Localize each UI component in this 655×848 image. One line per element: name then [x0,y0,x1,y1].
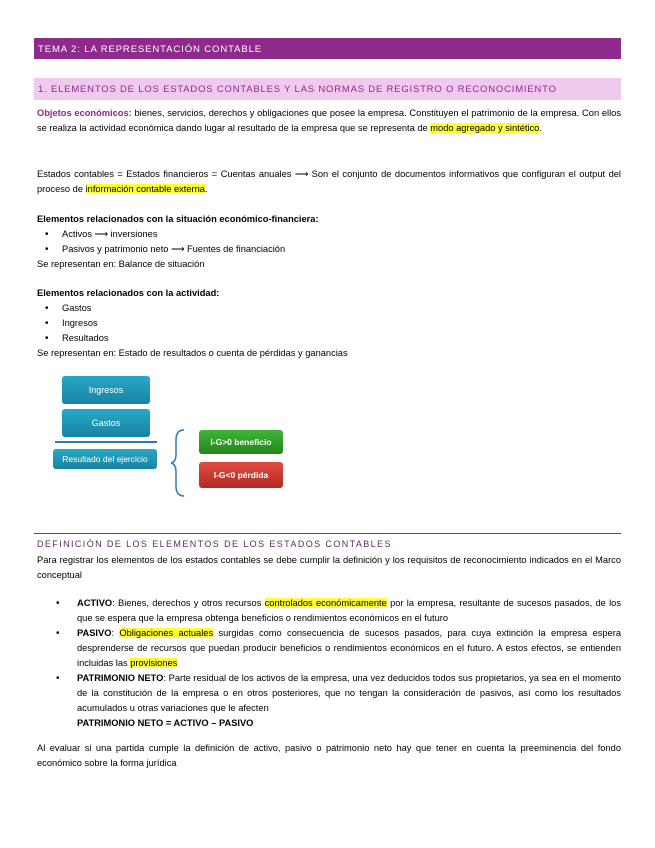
gastos-box: Gastos [62,409,150,437]
act-represent: Se representan en: Estado de resultados o cuenta de pérdidas y ganancias [37,348,348,358]
list-item-pn [37,671,621,731]
ingresos-box: Ingresos [62,376,150,404]
closing-paragraph: Al evaluar si una partida cumple la definición de activo, pasivo o patrimonio neto hay que tener en cuenta la preeminencia del fondo económico sobre la forma jurídica [37,743,621,768]
list-item: • Pasivos y patrimonio neto ⟶ Fuentes de financiación [37,242,621,257]
def-intro: Para registrar los elementos de los estados contables se debe cumplir la definición y los requisitos de reconocimiento indicados en el Marco conceptual [37,555,621,580]
fin-represent: Se representan en: Balance de situación [37,259,205,269]
section-divider [34,533,621,534]
result-diagram [55,372,295,497]
act-heading: Elementos relacionados con la actividad: [37,288,220,298]
section-title: 1. ELEMENTOS DE LOS ESTADOS CONTABLES Y LAS NORMAS DE REGISTRO O RECONOCIMIENTO [34,78,621,100]
highlight-info-externa: información contable externa [85,184,205,194]
brace-icon [170,428,186,498]
list-item: • Ingresos [37,316,621,331]
activo-t1: : Bienes, derechos y otros recursos [112,598,265,608]
list-item: • Gastos [37,301,621,316]
perdida-box: I-G<0 pérdida [199,462,283,488]
fin-section [37,212,621,272]
fin-list [37,227,621,257]
highlight-obligaciones: Obligaciones actuales [119,628,214,638]
list-item: • Resultados [37,331,621,346]
topic-title: TEMA 2: LA REPRESENTACIÓN CONTABLE [34,38,621,59]
p1-text: bienes, servicios, derechos y obligaciones que posee la empresa. Constituyen el patrimonio de la empresa. Con ellos se realiza la actividad económica dando lugar al resultado de la empresa que se representa de [37,108,621,133]
highlight-controlados: controlados económicamente [264,598,387,608]
list-item-activo [37,596,621,626]
def-list [37,596,621,731]
fin-heading: Elementos relacionados con la situación económico-financiera: [37,214,319,224]
act-section [37,286,621,361]
p1-end: . [539,123,542,133]
pasivo-t1: : [111,628,120,638]
pasivo-t2: surgidas como consecuencia de sucesos pasados, para cuya extinción la empresa espera desprenderse de recursos que puedan producir beneficios o rendimientos económicos en el futuro. A estos efectos, se entienden incluidas las [77,628,621,668]
def-title: DEFINICIÓN DE LOS ELEMENTOS DE LOS ESTADOS CONTABLES [37,539,392,549]
sum-line [55,441,157,443]
p2-text: Estados contables = Estados financieros = Cuentas anuales ⟶ Son el conjunto de documentos informativos que configuran el output del proceso de [37,169,621,194]
pn-t1: : Parte residual de los activos de la empresa, una vez deducidos todos sus propietarios, ya sea en el momento de la constitución de la empresa o en otros posteriores, que no tengan la consideración de pasivos, así como los resultados acumulados u otras variaciones que le afecten [77,673,621,713]
highlight-modo-agregado: modo agregado y sintético [430,123,540,133]
p2-end: . [204,184,208,194]
list-item: • Activos ⟶ inversiones [37,227,621,242]
act-list [37,301,621,346]
pn-formula: PATRIMONIO NETO = ACTIVO – PASIVO [77,718,254,728]
highlight-provisiones: provisiones [130,658,178,668]
list-item-pasivo [37,626,621,671]
term-objetos: Objetos económicos: [37,108,132,118]
beneficio-box: I-G>0 beneficio [199,430,283,454]
activo-t2: por la empresa, resultante de sucesos pasados, de los que se espera que la empresa obtenga beneficios o rendimientos económicos en el futuro [77,598,622,623]
paragraph-objetos [37,106,621,136]
term-pn: PATRIMONIO NETO [77,673,164,683]
paragraph-estados [37,167,621,197]
resultado-box: Resultado del ejercicio [53,449,157,469]
term-pasivo: PASIVO [77,628,112,638]
term-activo: ACTIVO [77,598,113,608]
